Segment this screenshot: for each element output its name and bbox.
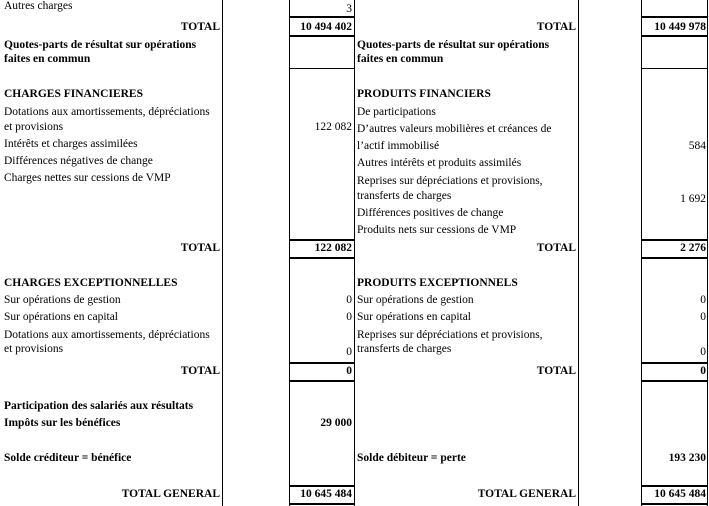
pe-reprises-line2: transferts de charges [357,343,452,355]
pf-reprises-line2: transferts de charges [357,190,452,202]
charges-financieres-title: CHARGES FINANCIERES [4,88,143,100]
produits-financiers-title: PRODUITS FINANCIERS [357,88,491,100]
produits-exceptionnels-title: PRODUITS EXCEPTIONNELS [357,277,518,289]
charges-exceptionnelles-title: CHARGES EXCEPTIONNELLES [4,277,178,289]
pf-reprises-line1: Reprises sur dépréciations et provisions, [357,175,543,187]
total-general-value-right: 10 645 484 [654,488,706,500]
rule-totalgen-bottom-right [641,503,708,505]
col-divider-right-label [578,0,579,506]
rule-total1-bottom-right [641,35,708,37]
ce-gestion-value: 0 [346,294,352,306]
total1-label-left: TOTAL [180,21,220,33]
pe-reprises-value: 0 [700,346,706,358]
pf-differences: Différences positives de change [357,207,504,219]
autres-charges-value: 3 [346,3,352,15]
pf-autres-valeurs-line2: l’actif immobilisé [357,140,440,152]
rule-total3-bottom-right [641,380,708,382]
ce-dotations-value: 0 [346,346,352,358]
ce-gestion-label: Sur opérations de gestion [4,294,121,306]
rule-quotes-bottom-left [289,68,355,69]
pe-capital-value: 0 [700,311,706,323]
total3-label-right: TOTAL [536,365,576,377]
solde-crediteur-label: Solde créditeur = bénéfice [4,452,132,464]
col-divider-center [354,0,355,506]
pe-gestion-label: Sur opérations de gestion [357,294,474,306]
total1-value-right: 10 449 978 [654,21,706,33]
ce-capital-value: 0 [346,311,352,323]
quotes-parts-left-line2: faites en commun [4,53,91,65]
total-general-label-right: TOTAL GENERAL [477,488,576,500]
cf-dotations-value: 122 082 [314,121,352,133]
pf-participations: De participations [357,106,436,118]
pf-reprises-value: 1 692 [680,193,706,205]
total-general-value-left: 10 645 484 [300,488,352,500]
ce-dotations-line1: Dotations aux amortissements, dépréciations [4,329,210,341]
rule-total1-top-left [289,16,355,18]
cf-dotations-line2: et provisions [4,121,64,133]
total-general-label-left: TOTAL GENERAL [121,488,220,500]
pe-capital-label: Sur opérations en capital [357,311,472,323]
total1-label-right: TOTAL [536,21,576,33]
col-divider-left-label [222,0,223,506]
col-divider-right-edge [707,0,708,506]
rule-total1-bottom-left [289,35,355,37]
pe-gestion-value: 0 [700,294,706,306]
cf-dotations-line1: Dotations aux amortissements, dépréciations [4,106,210,118]
rule-totalgen-bottom-left [289,503,355,505]
quotes-parts-right-line2: faites en commun [357,53,444,65]
total2-value-right: 2 276 [680,242,706,254]
autres-charges-label: Autres charges [4,0,73,12]
total3-value-left: 0 [346,365,352,377]
total3-value-right: 0 [700,365,706,377]
impots-label: Impôts sur les bénéfices [4,417,121,429]
total2-label-right: TOTAL [536,242,576,254]
ce-dotations-line2: et provisions [4,343,64,355]
rule-total2-bottom-right [641,257,708,259]
cf-charges-nettes: Charges nettes sur cessions de VMP [4,172,171,184]
solde-debiteur-label: Solde débiteur = perte [357,452,466,464]
pe-reprises-line1: Reprises sur dépréciations et provisions, [357,329,543,341]
cf-differences: Différences négatives de change [4,155,153,167]
solde-debiteur-value: 193 230 [668,452,706,464]
total1-value-left: 10 494 402 [300,21,352,33]
rule-total1-top-right [641,16,708,18]
rule-total3-bottom-left [289,380,355,382]
total2-label-left: TOTAL [180,242,220,254]
impots-value: 29 000 [320,417,352,429]
pf-autres-valeurs-value: 584 [688,140,706,152]
cf-interets: Intérêts et charges assimilées [4,138,138,150]
rule-total2-bottom-left [289,257,355,259]
total3-label-left: TOTAL [180,365,220,377]
quotes-parts-right-line1: Quotes-parts de résultat sur opérations [357,39,550,51]
pf-produits-nets: Produits nets sur cessions de VMP [357,224,517,236]
participation-label: Participation des salariés aux résultats [4,400,194,412]
quotes-parts-left-line1: Quotes-parts de résultat sur opérations [4,39,197,51]
pf-autres-interets: Autres intérêts et produits assimilés [357,157,522,169]
pf-autres-valeurs-line1: D’autres valeurs mobilières et créances de [357,123,552,135]
rule-quotes-bottom-right [641,68,708,69]
total2-value-left: 122 082 [314,242,352,254]
ce-capital-label: Sur opérations en capital [4,311,119,323]
